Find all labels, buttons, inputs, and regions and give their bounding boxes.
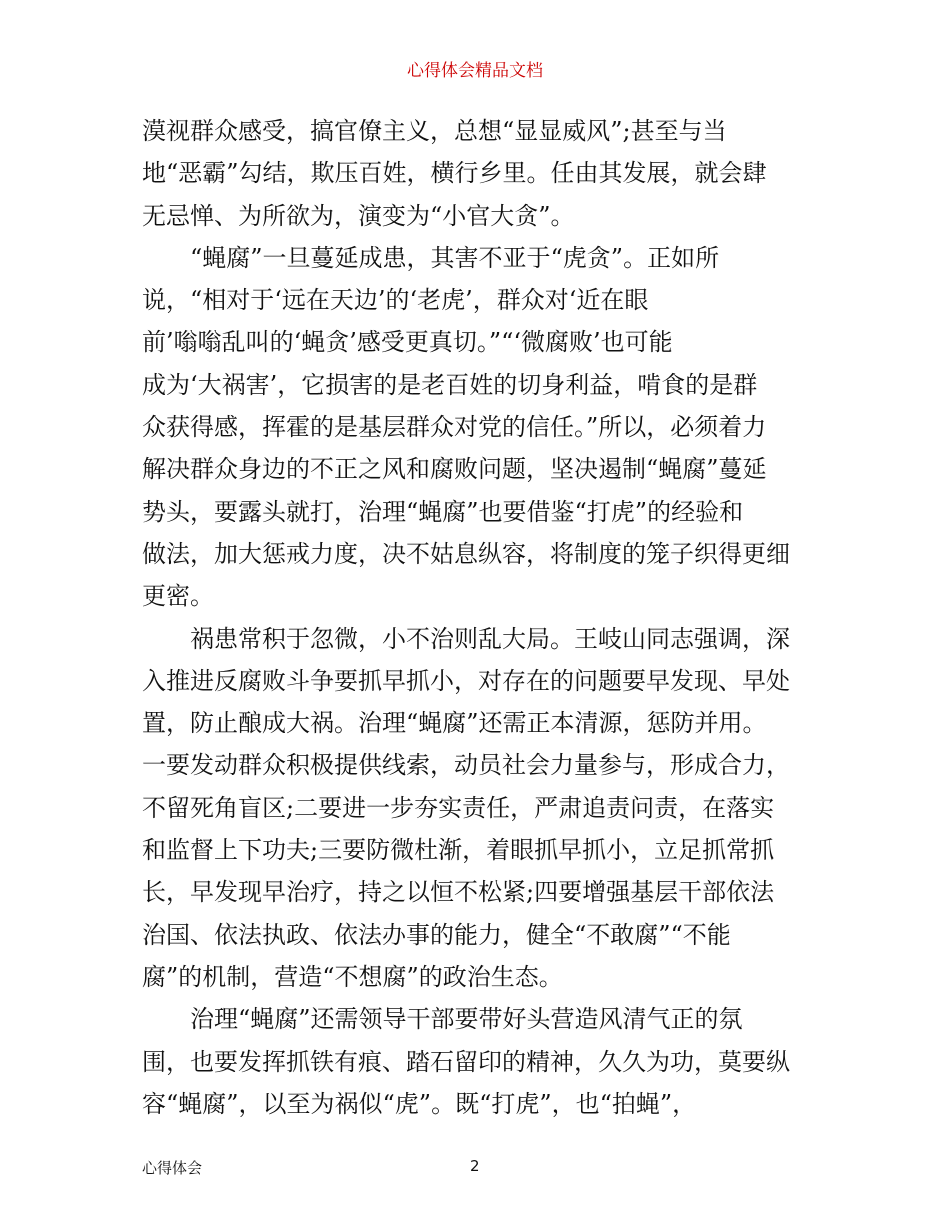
text-line: 地“恶霸”勾结，欺压百姓，横行乡里。任由其发展，就会肆: [142, 159, 767, 188]
text-line: 众获得感，挥霍的是基层群众对党的信任。”所以，必须着力: [142, 413, 767, 442]
text-line: “蝇腐”一旦蔓延成患，其害不亚于“虎贪”。正如所: [190, 243, 720, 272]
text-line: 入推进反腐败斗争要抓早抓小，对存在的问题要早发现、早处: [142, 666, 790, 695]
text-line: 围，也要发挥抓铁有痕、踏石留印的精神，久久为功，莫要纵: [142, 1047, 790, 1076]
text-line: 无忌惮、为所欲为，演变为“小官大贪”。: [142, 201, 575, 230]
text-line: 治理“蝇腐”还需领导干部要带好头营造风清气正的氛: [190, 1005, 743, 1034]
text-line: 不留死角盲区;二要进一步夯实责任，严肃追责问责，在落实: [142, 793, 775, 822]
text-line: 和监督上下功夫;三要防微杜渐，着眼抓早抓小，立足抓常抓: [142, 836, 775, 865]
text-line: 治国、依法执政、依法办事的能力，健全“不敢腐”“不能: [142, 920, 731, 949]
text-line: 前’嗡嗡乱叫的‘蝇贪’感受更真切。”“‘微腐败’也可能: [142, 328, 673, 357]
text-line: 更密。: [142, 582, 214, 611]
text-line: 势头，要露头就打，治理“蝇腐”也要借鉴“打虎”的经验和: [142, 497, 744, 526]
text-line: 说，“相对于‘远在天边’的‘老虎’，群众对‘近在眼: [142, 286, 649, 315]
text-line: 成为‘大祸害’，它损害的是老百姓的切身利益，啃食的是群: [142, 370, 758, 399]
text-line: 置，防止酿成大祸。治理“蝇腐”还需正本清源，惩防并用。: [142, 709, 767, 738]
page-header-title: 心得体会精品文档: [407, 61, 543, 81]
text-line: 长，早发现早治疗，持之以恒不松紧;四要增强基层干部依法: [142, 878, 775, 907]
page-number: 2: [470, 1157, 480, 1175]
text-line: 解决群众身边的不正之风和腐败问题，坚决遏制“蝇腐”蔓延: [142, 455, 767, 484]
document-body: [142, 110, 814, 1125]
text-line: 漠视群众感受，搞官僚主义，总想“显显威风”;甚至与当: [142, 117, 727, 145]
text-line: 做法，加大惩戒力度，决不姑息纵容，将制度的笼子织得更细: [142, 539, 790, 568]
text-line: 腐”的机制，营造“不想腐”的政治生态。: [142, 962, 563, 991]
text-line: 祸患常积于忽微，小不治则乱大局。王岐山同志强调，深: [190, 624, 790, 653]
footer-label: 心得体会: [142, 1159, 203, 1177]
text-line: 一要发动群众积极提供线索，动员社会力量参与，形成合力，: [142, 751, 790, 780]
text-line: 容“蝇腐”，以至为祸似“虎”。既“打虎”，也“拍蝇”，: [142, 1089, 697, 1118]
